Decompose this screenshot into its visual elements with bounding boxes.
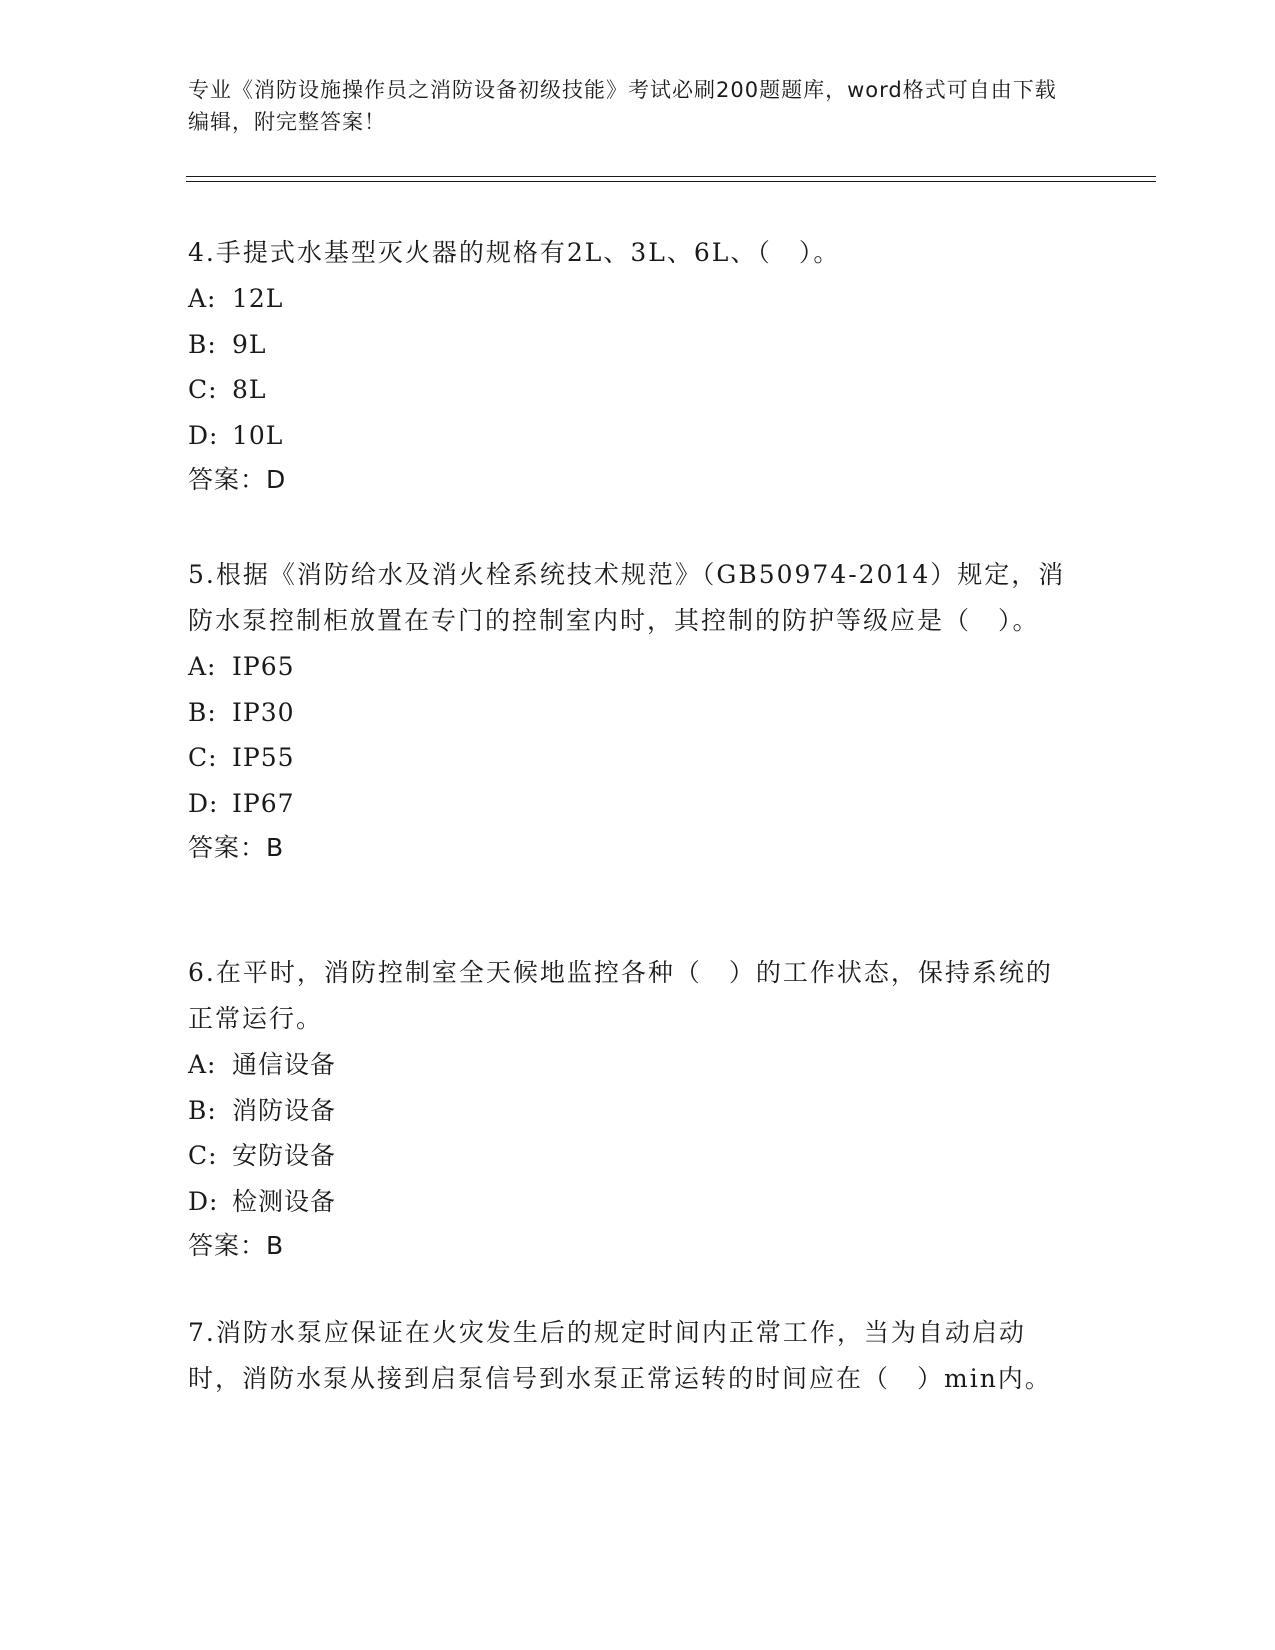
option-key: B: (188, 697, 217, 727)
option-c (188, 367, 1068, 413)
answer: 答案：D (188, 465, 287, 494)
question-7 (188, 1310, 1068, 1402)
option-value: 10L (232, 420, 284, 450)
option-d (188, 413, 1068, 459)
option-d (188, 781, 1068, 827)
option-key: C: (188, 743, 218, 772)
option-a (188, 276, 1068, 322)
option-value: 12L (232, 284, 284, 313)
option-key: C: (188, 1141, 218, 1170)
option-key: D: (188, 788, 219, 818)
answer: 答案：B (188, 833, 285, 862)
option-value: 消防设备 (232, 1095, 337, 1125)
option-key: D: (188, 420, 219, 450)
option-key: B: (188, 1095, 217, 1125)
option-b (188, 322, 1068, 368)
header-divider-top (186, 176, 1156, 177)
question-4 (188, 230, 1068, 502)
question-text: 7.消防水泵应保证在火灾发生后的规定时间内正常工作，当为自动启动时，消防水泵从接到启泵信号到水泵正常运转的时间应在（ ）min内。 (188, 1318, 1052, 1393)
question-6 (188, 950, 1068, 1268)
question-text: 6.在平时，消防控制室全天候地监控各种（ ）的工作状态，保持系统的正常运行。 (188, 958, 1053, 1033)
answer: 答案：B (188, 1231, 285, 1260)
option-key: A: (188, 1050, 217, 1079)
option-value: IP65 (232, 652, 295, 681)
option-d (188, 1179, 1068, 1225)
option-key: A: (188, 652, 217, 681)
option-value: 通信设备 (232, 1050, 337, 1079)
option-value: 检测设备 (232, 1186, 337, 1216)
option-value: IP55 (232, 743, 295, 772)
document-header: 专业《消防设施操作员之消防设备初级技能》考试必刷200题题库，word格式可自由下载编辑，附完整答案！ (188, 78, 1057, 134)
option-key: A: (188, 284, 217, 313)
option-key: D: (188, 1186, 219, 1216)
option-a (188, 644, 1068, 690)
option-value: 安防设备 (232, 1141, 337, 1170)
option-value: IP30 (232, 697, 295, 727)
option-a (188, 1042, 1068, 1088)
question-5 (188, 552, 1068, 870)
option-b (188, 690, 1068, 736)
option-c (188, 1133, 1068, 1179)
header-divider-bottom (186, 181, 1156, 182)
question-text: 5.根据《消防给水及消火栓系统技术规范》（GB50974-2014）规定，消防水泵控制柜放置在专门的控制室内时，其控制的防护等级应是（ ）。 (188, 560, 1066, 635)
option-key: C: (188, 375, 218, 404)
option-c (188, 735, 1068, 781)
option-b (188, 1088, 1068, 1134)
option-value: 9L (232, 329, 267, 359)
question-text: 4.手提式水基型灭火器的规格有2L、3L、6L、（ ）。 (188, 238, 841, 267)
option-key: B: (188, 329, 217, 359)
option-value: IP67 (232, 788, 295, 818)
option-value: 8L (232, 375, 267, 404)
